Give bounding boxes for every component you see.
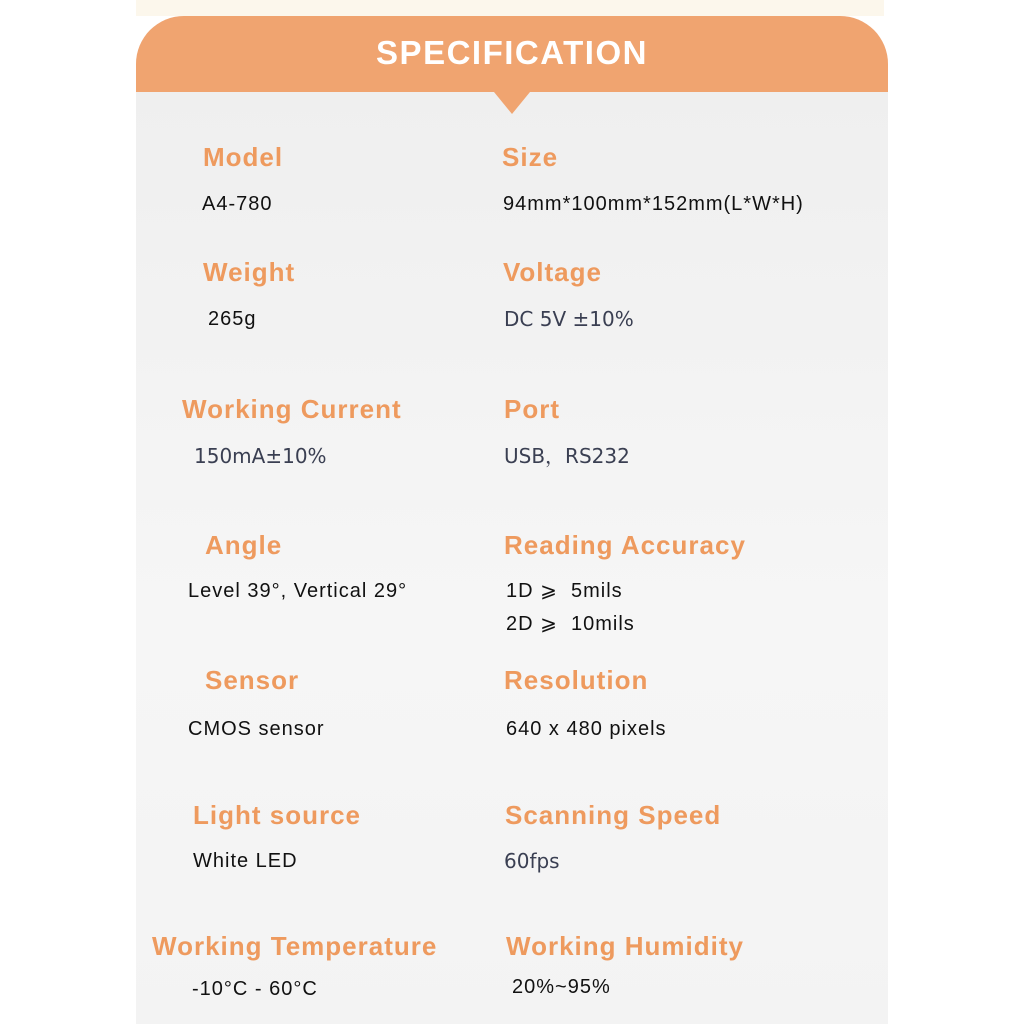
spec-value-voltage: DC 5V ±10%: [504, 307, 634, 331]
spec-value-accuracy-1d: 1D ⩾ 5mils: [506, 580, 623, 602]
spec-value-current: 150mA±10%: [194, 444, 327, 468]
spec-value-temperature: -10°C - 60°C: [192, 978, 318, 1000]
spec-value-speed: 60fps: [504, 849, 560, 873]
spec-value-light: White LED: [193, 850, 298, 872]
spec-label-voltage: Voltage: [503, 257, 602, 287]
spec-label-size: Size: [502, 142, 559, 172]
header-pointer: [494, 92, 530, 114]
spec-label-current: Working Current: [182, 394, 402, 424]
spec-value-size: 94mm*100mm*152mm(L*W*H): [503, 193, 804, 215]
spec-value-model: A4-780: [202, 193, 273, 215]
spec-label-resolution: Resolution: [504, 665, 649, 695]
spec-label-light: Light source: [193, 800, 362, 830]
spec-value-accuracy-2d: 2D ⩾ 10mils: [506, 613, 635, 635]
spec-label-temperature: Working Temperature: [152, 931, 438, 961]
spec-label-humidity: Working Humidity: [506, 931, 744, 961]
spec-label-sensor: Sensor: [205, 665, 300, 695]
spec-value-angle: Level 39°, Vertical 29°: [188, 580, 408, 602]
spec-value-weight: 265g: [208, 308, 257, 330]
spec-header: [136, 16, 888, 92]
spec-value-sensor: CMOS sensor: [188, 718, 325, 740]
spec-label-accuracy: Reading Accuracy: [504, 530, 746, 560]
page-title: SPECIFICATION: [376, 34, 648, 71]
spec-value-port: USB，RS232: [504, 444, 630, 468]
spec-value-humidity: 20%~95%: [512, 976, 611, 998]
top-strip: [136, 0, 884, 16]
spec-label-speed: Scanning Speed: [505, 800, 722, 830]
spec-label-port: Port: [504, 394, 560, 424]
spec-value-resolution: 640 x 480 pixels: [506, 718, 667, 740]
spec-label-model: Model: [203, 142, 284, 172]
spec-label-weight: Weight: [203, 257, 296, 287]
spec-label-angle: Angle: [205, 530, 283, 560]
